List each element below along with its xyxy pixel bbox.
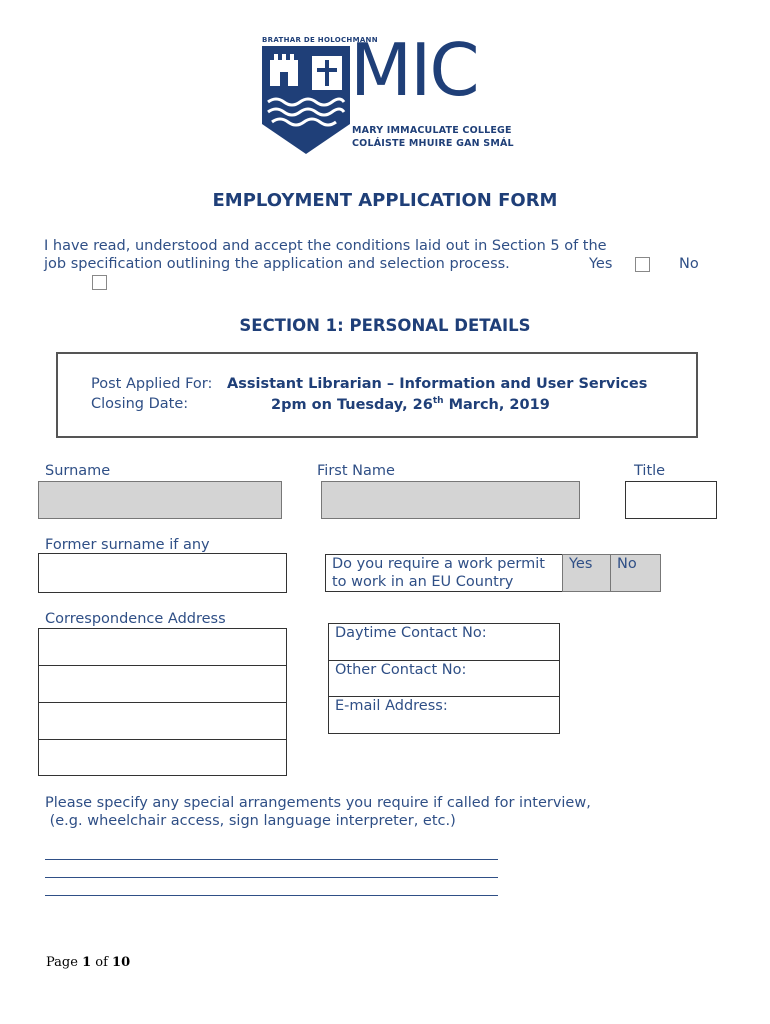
declaration-no-label: No	[679, 256, 699, 272]
declaration-line-2: job specification outlining the application and selection process.	[44, 256, 510, 272]
former-surname-input[interactable]	[38, 553, 287, 593]
page-current: 1	[82, 955, 92, 970]
former-surname-label: Former surname if any	[45, 537, 210, 553]
work-permit-question-box	[325, 554, 563, 592]
college-logo	[258, 28, 518, 156]
post-details-box	[56, 352, 698, 438]
section-title: SECTION 1: PERSONAL DETAILS	[239, 316, 531, 335]
surname-input[interactable]	[38, 481, 282, 519]
logo-line-2: COLÁISTE MHUIRE GAN SMÁL	[352, 138, 514, 149]
closing-date-label: Closing Date:	[91, 396, 189, 412]
work-permit-no-label: No	[617, 556, 637, 572]
email-field[interactable]	[328, 696, 560, 734]
declaration-no-checkbox[interactable]	[92, 275, 107, 290]
declaration-yes-label: Yes	[589, 256, 613, 272]
declaration-line-1: I have read, understood and accept the conditions laid out in Section 5 of the	[44, 238, 607, 254]
page-word: Page	[46, 955, 78, 970]
logo-line-1: MARY IMMACULATE COLLEGE	[352, 125, 512, 136]
special-arrangements-line-2: (e.g. wheelchair access, sign language interpreter, etc.)	[45, 813, 456, 829]
logo-top-text: BRATHAR DE HOLOCHMANN	[262, 36, 378, 44]
post-applied-value: Assistant Librarian – Information and User Services	[227, 376, 648, 392]
page-footer	[46, 955, 130, 970]
special-arrangements-line-input-3[interactable]	[45, 895, 498, 896]
daytime-contact-label: Daytime Contact No:	[335, 625, 487, 641]
closing-date-value	[271, 396, 550, 413]
surname-label: Surname	[45, 463, 111, 479]
special-arrangements-line-input-2[interactable]	[45, 877, 498, 878]
crest-shield-icon	[262, 46, 350, 154]
address-line-2-input[interactable]	[38, 665, 287, 703]
address-line-3-input[interactable]	[38, 702, 287, 740]
work-permit-question-line-2: to work in an EU Country	[332, 574, 514, 590]
work-permit-yes-option[interactable]	[562, 554, 611, 592]
work-permit-no-option[interactable]	[610, 554, 661, 592]
logo-mark: MIC	[350, 28, 478, 112]
address-line-4-input[interactable]	[38, 739, 287, 776]
other-contact-label: Other Contact No:	[335, 662, 467, 678]
closing-date-main: 2pm on Tuesday, 26	[271, 396, 433, 413]
work-permit-yes-label: Yes	[569, 556, 593, 572]
work-permit-question-line-1: Do you require a work permit	[332, 556, 545, 572]
address-line-1-input[interactable]	[38, 628, 287, 666]
correspondence-address-label: Correspondence Address	[45, 611, 226, 627]
title-input[interactable]	[625, 481, 717, 519]
form-title: EMPLOYMENT APPLICATION FORM	[212, 190, 558, 211]
closing-date-suffix: th	[432, 396, 444, 406]
special-arrangements-line-input-1[interactable]	[45, 859, 498, 860]
closing-date-end: March, 2019	[443, 396, 550, 413]
first-name-label: First Name	[317, 463, 395, 479]
title-label: Title	[634, 463, 666, 479]
page-total: 10	[112, 955, 131, 970]
other-contact-field[interactable]	[328, 660, 560, 697]
email-label: E-mail Address:	[335, 698, 448, 714]
daytime-contact-field[interactable]	[328, 623, 560, 661]
page-of-word: of	[95, 955, 108, 970]
post-applied-label: Post Applied For:	[91, 376, 213, 392]
first-name-input[interactable]	[321, 481, 580, 519]
special-arrangements-line-1: Please specify any special arrangements you require if called for interview,	[45, 795, 591, 811]
declaration-yes-checkbox[interactable]	[635, 257, 650, 272]
